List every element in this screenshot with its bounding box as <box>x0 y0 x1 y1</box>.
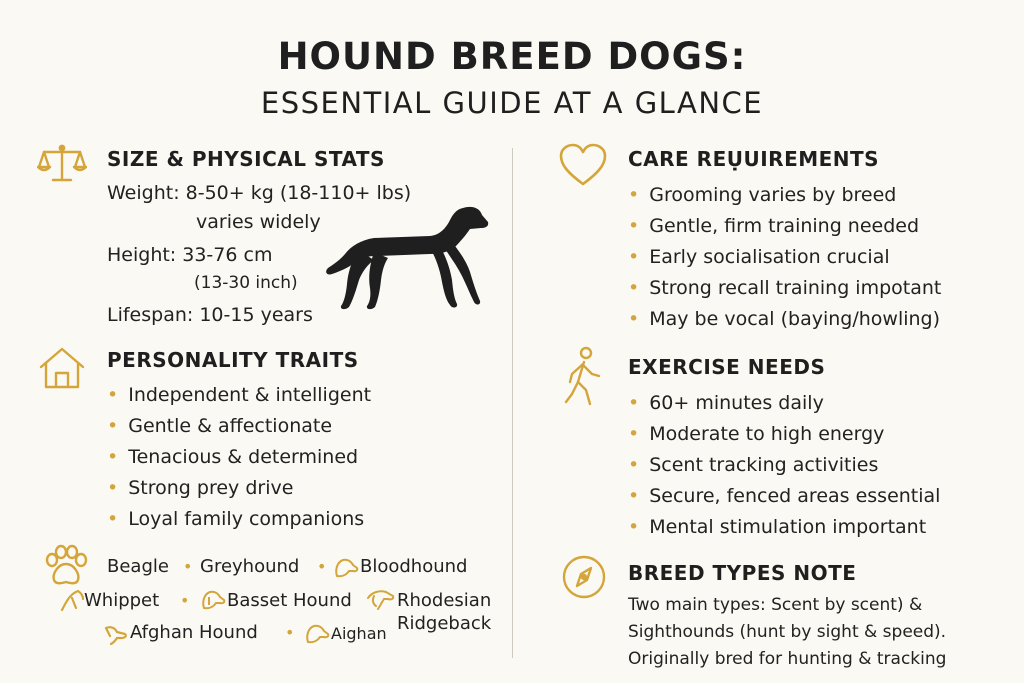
dog-head-icon <box>304 622 330 646</box>
list-item: • May be vocal (baying/howling) <box>628 308 941 330</box>
list-item: • Strong recall training impotant <box>628 277 942 299</box>
weight-note: varies widely <box>196 211 321 233</box>
list-item: • Secure, fenced areas essential <box>628 485 941 507</box>
list-item: • Moderate to high energy <box>628 423 885 445</box>
list-item: • Scent tracking activities <box>628 454 879 476</box>
note-line: Two main types: Scent by scent) & <box>628 595 923 615</box>
weight-stat: Weight: 8-50+ kg (18-110+ lbs) <box>107 182 412 204</box>
list-item: • Tenacious & determined <box>107 446 359 468</box>
height-note: (13-30 inch) <box>194 273 298 293</box>
column-divider <box>512 148 513 658</box>
personality-heading: PERSONALITY TRAITS <box>107 348 359 372</box>
page-title: HOUND BREED DOGS: <box>277 35 747 78</box>
dog-head-icon <box>333 556 359 580</box>
hound-silhouette-image <box>318 202 490 314</box>
care-list <box>628 180 941 335</box>
breed-separator: • <box>317 557 327 576</box>
breed-afghan-hound: Afghan Hound <box>130 622 258 643</box>
dog-head-icon <box>60 588 86 612</box>
breed-types-heading: BREED TYPES NOTE <box>628 561 857 585</box>
page-subtitle: ESSENTIAL GUIDE AT A GLANCE <box>260 86 764 120</box>
scales-icon <box>37 142 87 186</box>
care-heading: CARE REỤUIREMENTS <box>628 147 880 171</box>
breed-ridgeback: Ridgeback <box>397 613 492 634</box>
lifespan-stat: Lifespan: 10-15 years <box>107 304 313 326</box>
walking-person-icon <box>562 346 606 408</box>
paw-icon <box>42 544 90 588</box>
breed-types-note <box>628 592 998 673</box>
height-stat: Height: 33-76 cm <box>107 244 273 266</box>
exercise-list <box>628 388 940 543</box>
breed-separator: • <box>285 623 295 642</box>
personality-list <box>107 380 371 535</box>
breed-basset-hound: Basset Hound <box>227 590 352 611</box>
breed-whippet: Whippet <box>84 590 160 611</box>
breed-greyhound: Greyhound <box>200 556 300 577</box>
list-item: • Strong prey drive <box>107 477 294 499</box>
list-item: • Loyal family companions <box>107 508 365 530</box>
breed-beagle: Beagle <box>107 556 169 577</box>
list-item: • Gentle, firm training needed <box>628 215 920 237</box>
note-line: Originally bred for hunting & tracking <box>628 649 947 669</box>
heart-icon <box>558 142 608 188</box>
breed-bloodhound: Bloodhound <box>360 556 468 577</box>
compass-icon <box>560 553 608 601</box>
size-stats-heading: SIZE & PHYSICAL STATS <box>107 147 385 171</box>
breed-rhodesian: Rhodesian <box>397 590 492 611</box>
house-icon <box>38 346 86 390</box>
breed-separator: • <box>183 557 193 576</box>
dog-head-icon <box>200 588 226 612</box>
exercise-heading: EXERCISE NEEDS <box>628 355 826 379</box>
list-item: • Gentle & affectionate <box>107 415 333 437</box>
dog-head-icon <box>366 588 396 612</box>
list-item: • Grooming varies by breed <box>628 184 897 206</box>
list-item: • Early socialisation crucial <box>628 246 890 268</box>
breed-separator: • <box>180 591 190 610</box>
note-line: Sighthounds (hunt by sight & speed). <box>628 622 947 642</box>
breed-aighan: Aighan <box>331 624 387 643</box>
list-item: • Independent & intelligent <box>107 384 372 406</box>
list-item: • Mental stimulation important <box>628 516 927 538</box>
dog-head-icon <box>103 622 131 646</box>
list-item: • 60+ minutes daily <box>628 392 824 414</box>
